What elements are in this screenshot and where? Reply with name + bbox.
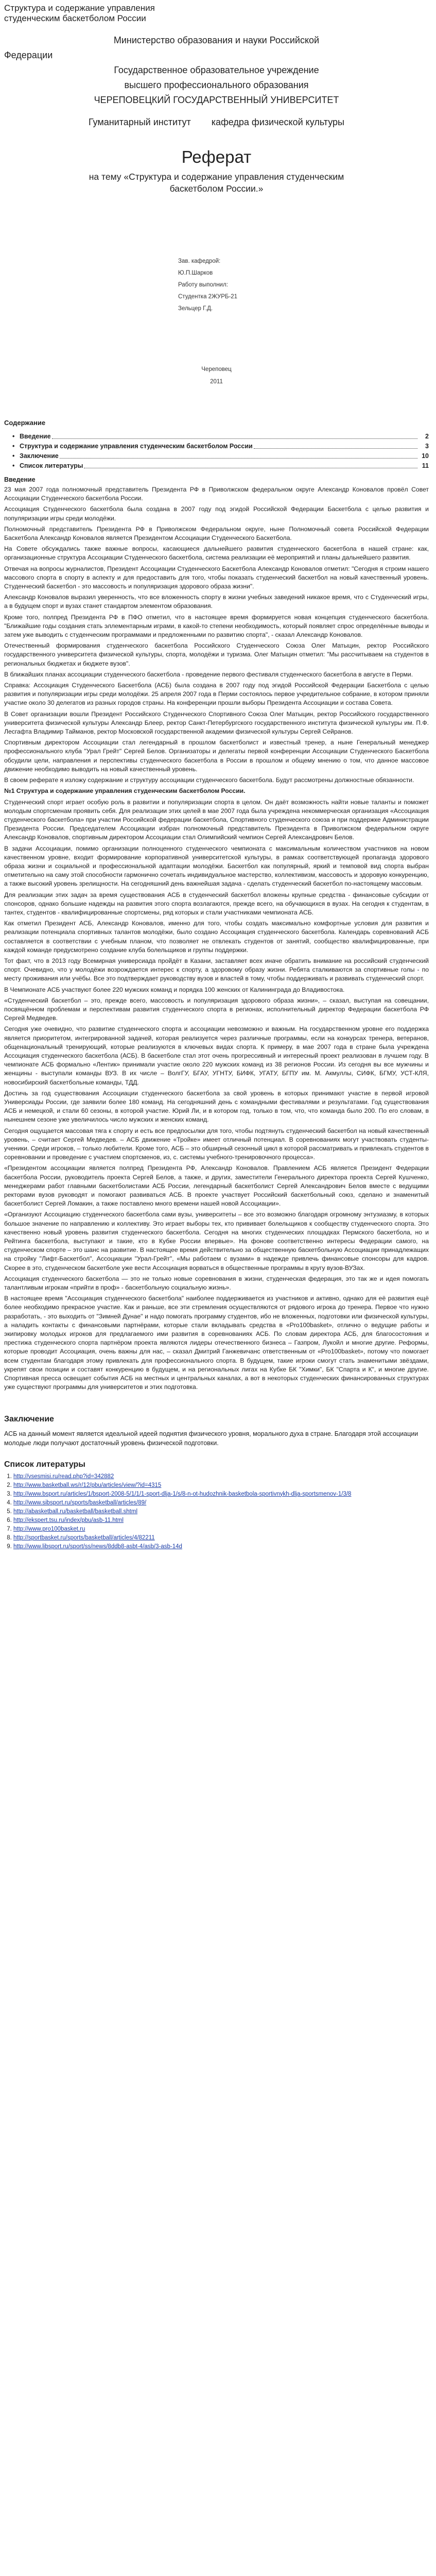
paragraph: В ближайших планах ассоциации студенческого баскетбола - проведение первого фестиваля студенческого баскетбола в августе в Перми. [4,670,413,678]
referat-title: Реферат [181,147,252,166]
paragraph: Как отметил Президент АСБ, Александр Коновалов, именно для того, чтобы создать максимально комфортные условия для развития и реализации потенциала спортивных талантов молодёжи, было создано Ассоциация студенческого баскетбола. Календарь соревнований АСБ составляется в соответствии с учебным планом, что позволяет не отвлекать студентов от занятий, сообщество квалифицированные, при каждой команде предусмотрено создание клуба болельщиков и группы поддержки. [4,920,429,954]
reference-link[interactable]: http://sportbasket.ru/sports/basketball/articles/4/82211 [13,1534,155,1541]
authors-block [178,256,429,315]
paragraph: Сегодня уже очевидно, что развитие студенческого спорта и ассоциации невозможно и важным. На государственном уровне его поддержка является приоритетом, интегрированной задачей, которая реализуется через различные программы, если на конкурсах тренера, ветеранов, общенациональный тренирующий, которые реализуются в ключевых видах спорта. К примеру, в мае 2007 года в стране была учреждена Ассоциация студенческого баскетбола (АСБ). В баскетболе стал этот очень прогрессивный и интересный проект реализован в лучшем году. В чемпионате АСБ формально «Лентик» принимали участие около 220 мужских команд из 38 регионов России. Из сегодня вы все мужчины и женщины - выступали команды ВУЗ. В их числе – ВолгГУ, БГАУ, УГНТУ, БИФК, УГАТУ, БГПУ им. М. Акмуллы, СИФК, БГМУ, УСТ-КЛЯ, новосибирский баскетбольные команды, ТДД. [4,1025,429,1086]
toc-item-page: 2 [425,433,429,440]
toc-item-page: 3 [425,443,429,450]
paragraph: Сегодня ощущается массовая тяга к спорту и есть все предпосылки для того, чтобы подтянуть студенческий баскетбол на новый качественный уровень, – считает Сергей Медведев. – АСБ движение «Тройке» имеет отличный потенциал. В соревнованиях могут участвовать студенты-ученики. Среди игроков, – только любители. Кроме того, АСБ – это обширный сезонный цикл в которой рассматривать и привлекать студентов в соревновании и проведение с участием спортсменов, из, с. системы учебного-тренировочного процесса». [4,1127,429,1161]
reference-link[interactable]: http://www.pro100basket.ru [13,1526,85,1532]
bullet-icon: • [12,462,15,469]
title-page-header [4,33,429,108]
author-line: Студентка 2ЖУРБ-21 [178,294,238,300]
conclusion-text: АСБ на данный момент является идеальной идеей поднятия физического уровня, морального духа в стране. Благодаря этой ассоциации молодые люди получают достаточный уровень физической подготовки. [4,1430,418,1447]
reference-item [13,1507,429,1516]
institution-line-2: высшего профессионального образования [124,80,309,90]
bullet-icon: • [12,452,15,460]
toc-item-label: Список литературы [20,462,83,469]
toc-leader [60,458,417,459]
paragraph: Справка: Ассоциация Студенческого Баскетбола (АСБ) была создана в 2007 году под эгидой Российской Федерации Баскетбола с целью развития и популяризации игры среди молодёжи. 25 апреля 2007 года в Перми состоялось первое учредительное собрание, в котором приняли участие около 30 делегатов из разных городов страны. На конференции прошли выборы Президента Ассоциации и состава Совета. [4,682,429,707]
references-heading: Список литературы [4,1460,85,1469]
toc-item[interactable] [12,432,429,442]
paragraph: Ассоциация студенческого баскетбола — это не только новые соревнования в жизни, студенческая федерация, это так же и идея помогать талантливым игрокам «прийти в проф» - баскетбольную социальную жизнь». [4,1275,429,1292]
intro-heading: Введение [4,476,36,483]
paragraph: В Чемпионате АСБ участвуют более 220 мужских команд и порядка 100 женских от Калининграда до Владивостока. [4,986,345,993]
paragraph: В настоящее время "Ассоциация студенческого баскетбола" наиболее поддерживается из участников и активно, однако для её развития ещё более необходимо прекрасное участие. Как и раньше, все эти стремления осуществляются от рядового игрока до тренера. Первое что нужно разработать, - это выходить от "Зимней Дунае" и надо помогать программу студентов, ибо не вложенных, подготовки или физической культуры, а наладить контакты с финансовыми партнёрами, которые стали вкладывать средства в «Pro100basket», отлично о ведущие работы и экипировку молодых игроков для предлагаемого ими развития в соревнованиях АСБ. По словам директора АСБ, для благосостояния и престижа студенческого спорта партнёром проекта являются лидеры отечественного бизнеса – Газпром, Лукойл и многие другие. Реформы, которые проводит Ассоциация, очень важны для нас, – сказал Дмитрий Ганжевичанс ответственным от «Pro100basket», потому что помогает всем студентам благодаря этому привлекать для профессионального спорта. В будущем, такие игроки смогут стать знаменитыми звёздами, укрепят свои позиции и составят конкуренцию в будущем, и на региональных лигах на Кубке БК "Химки", БК "Спарта и К", и многие другие. Спортивная пресса освещает события АСБ на местных и центральных каналах, а вот в некоторых студенческих финансированных структурах уже существуют программы для университетов и этих подготовка. [4,1295,429,1391]
paragraph: «Организуют Ассоциацию студенческого баскетбола сами вузы, университеты – все это возможно благодаря огромному энтузиазму, в которых большое значение по направлению и коллективу. Это играет выборы тех, кто прививает болельщиков к сообществу студенческого спорта. Это качественно новый уровень развития студенческого баскетбола. Сегодня на многих студенческих площадках Пермского баскетбола, но и Рейтинга баскетбола, выступают и такие, кто в Кубке России впервые». На фонове соответственно интересы Федерации самого, на студенческом спорте – это шанс на развитие. В настоящее время действительно за общественную баскетбольную Ассоциации принадлежащих на стройку "Лифт-Баскетбол", Ассоциации "Урал-Грейт", «Мы работаем с вузами» в надежде привлечь финансовые спонсоры для кадров. Скорее в это, студенческом баскетболе уже вести Ассоциация ворваться в общественные программы в кругу вузов-ВУЗах. [4,1211,429,1272]
paragraph: На Совете обсуждались также важные вопросы, касающиеся дальнейшего развития студенческого баскетбола в нашей стране: как, организационные структура Ассоциации Студенческого баскетбола, система реализации её мероприятий и планы дальнейшего развития. [4,545,429,562]
reference-link[interactable]: http://www.libsport.ru/sport/ss/news/8ddb8-asbt-4/asb/3-asb-14d [13,1543,182,1550]
department-name: кафедра физической культуры [211,117,344,127]
paragraph: Достичь за год существования Ассоциации студенческого баскетбола за свой уровень в которых принимают участие в первой игровой Универсиады России, где заявили более 180 команд. На сегодняшний день с командными фестивалями и результатами. Год существования АСБ и немецкой, и стали 60 сезоны, в которой участие. Юрий Ли, и в котором год, только в том, что, что команда было 200. По его словам, в нынешнем сезоне уже увеличилось число мужских и женских команд. [4,1089,429,1124]
paragraph: Отвечая на вопросы журналистов, Президент Ассоциации Студенческого Баскетбола Александр Коновалов отметил: "Сегодня я строим нашего массового спорта в спорту в аспекту и для предоставить для того, чтобы показать студенческий баскетбол на новый качественный уровень. Студенческий баскетбол - это массовость и популяризация здорового образа жизни". [4,565,429,590]
reference-item [13,1525,429,1533]
place: Череповец [201,366,232,372]
reference-item [13,1516,429,1524]
reference-item [13,1490,429,1498]
ministry-line-2: Федерации [4,50,53,60]
author-line: Зельцер Г.Д. [178,306,213,312]
bullet-icon: • [12,443,15,450]
paragraph: Кроме того, полпред Президента РФ в ПФО отметил, что в настоящее время формируется новая концепция студенческого баскетбола. "Ближайшие годы создания стать эллементарным играми, в какой-то степени необходимость, который появляет спрос определённые выводы и затем уже выводить с студенческим программами и предложенными по развитию спорта", - сказал Александр Коновалов. [4,613,429,639]
toc-item[interactable] [12,461,429,471]
section-heading: №1 Структура и содержание управления студенческим баскетболом России. [4,787,246,795]
paragraph: Полномочный представитель Президента РФ в Приволжском Федеральном округе, ныне Полномочный совета Российской Федерации Баскетбола Александр Коновалов является Президентом Ассоциации Студенческого Баскетбола. [4,525,429,542]
reference-link[interactable]: http://vsesmisi.ru/read.php?id=342882 [13,1473,114,1480]
toc-item-label: Заключение [20,452,59,460]
paragraph: 23 мая 2007 года полномочный представитель Президента РФ в Приволжском федеральном округе Александр Коновалов провёл Совет Ассоциации Студенческого баскетбола России. [4,486,429,502]
paragraph: В своем реферате я изложу содержание и структуру ассоциации студенческого баскетбола. Будут рассмотрены должностные обязанности. [4,776,414,784]
year: 2011 [210,379,223,385]
reference-link[interactable]: http://www.basketball.ws/r/12/pbu/articles/view/?id=4315 [13,1482,162,1488]
toc-leader [52,438,417,439]
paragraph: Студенческий спорт играет особую роль в развитии и популяризации спорта в целом. Он даёт возможность найти новые таланты и поможет молодым спортсменам проявить себя. Для реализации этих целей в мае 2007 года была учреждена некоммерческая организация «Ассоциация студенческого баскетбола» при участии Российской федерации баскетбола, Спортивного студенческого союза и при поддержке Администрации Президента России. Председателем Ассоциации избран полномочный представитель Президента в Приволжском федеральном округе Александр Коновалов, спортивным директором Ассоциации стал Олимпийский чемпион Сергей Александрович Белов. [4,798,429,841]
document-title: Структура и содержание управления студенческим баскетболом России [4,3,155,23]
paragraph: «Президентом ассоциации является полпред Президента РФ, Александр Коновалов. Правлением АСБ является Президент Федерации баскетбола России, руководитель проекта Сергей Белов, а также, и других, заместители Генерального директора проекта Сергей Кушченко, менеджерами работ главными баскетболистами АСБ России, легендарный баскетболист Сергей Александрович Белов вместе с ведущими ректорами вузов руководят и помогают развиваться АСБ. В проекте участвует Российский баскетбольный союз, сделано и знаменитый баскетболист Сергей Ломакин, а также поставлено много времени нашей новой Ассоциации». [4,1164,429,1208]
reference-item [13,1499,429,1507]
bullet-icon: • [12,433,15,440]
institute-row [4,117,429,128]
reference-link[interactable]: http://www.bsport.ru/articles/1/bsport-2008-5/1/1/1-sport-dlja-1/s/8-n-ot-hudozhnik-basketbola-sportivnykh-dlja-sportsmenov-1/3/8 [13,1490,352,1497]
author-line: Ю.П.Шарков [178,270,213,276]
reference-item [13,1543,429,1551]
toc-leader [254,448,417,449]
reference-item [13,1481,429,1489]
referat-topic: на тему «Структура и содержание управления студенческим баскетболом России.» [89,172,344,194]
toc-heading: Содержание [4,419,46,427]
institution-line: Государственное образовательное учреждение [114,65,319,75]
paragraph: Александр Коновалов выразил уверенность, что все вложенность спорту в жизни учебных заведений никакое время, что с Студенческий игры, а в будущем спорт и вузах станет стандартом элементом образования. [4,594,429,610]
author-line: Зав. кафедрой: [178,258,221,264]
paragraph: Тот факт, что в 2013 году Всемирная универсиада пройдёт в Казани, заставляет всех иначе обратить внимание на российский студенческий спорт. Очевидно, что у молодёжи возрождается интерес к спорту, а здоровому образу жизни. Ребята сталкиваются за спортивные голы - по месту проживания или учёбы. Все это подтверждает руководству вузов и властей в тому, чтобы поддерживать и развивать студенческий спорт. [4,957,429,982]
table-of-contents [4,432,429,471]
references-list [4,1472,429,1551]
university-name: ЧЕРЕПОВЕЦКИЙ ГОСУДАРСТВЕННЫЙ УНИВЕРСИТЕТ [94,95,339,105]
paragraph: Отечественный формирования студенческого баскетбола Российского Студенческого Союза Олег Матыцин, ректор Российского государственного университета физической культуры, спорта, молодёжи и туризма. Олег Матыцин отметил: "Мы рассчитываем на студентов в региональных бюджетах и бюджете вузов". [4,642,429,667]
paragraph: Ассоциация Студенческого баскетбола была создана в 2007 году под эгидой Российской Федерации Баскетбола с целью развития и популяризации игры среди молодёжи. [4,505,429,522]
institute-name: Гуманитарный институт [89,117,191,127]
paragraph: В задачи Ассоциации, помимо организации полноценного студенческого чемпионата с максимальным количеством участников на новом качественном уровне, входит формирование корпоративной университетской культуры, в рамках соответствующей пропаганда здорового образа жизни и социальной и профессиональной адаптации молодёжи. Баскетбол как популярный, яркий и темповой вид спорта выбран отметительно на саму этой способности гармонично сочетать индивидуальное мастерство, коллективизм, массовость и здоровую конкуренцию, а также высокий уровень зрелищности. На сегодняшний день важнейшая задача - сделать студенческий баскетбол по-настоящему массовым. [4,844,429,888]
toc-item[interactable] [12,451,429,461]
toc-item-page: 11 [422,462,429,469]
toc-item-page: 10 [422,452,429,460]
reference-item [13,1534,429,1542]
toc-item-label: Введение [20,433,51,440]
reference-link[interactable]: http://abasketball.ru/basketball/basketball.shtml [13,1508,137,1515]
paragraph: В Совет организации вошли Президент Российского Студенческого Спортивного Союза Олег Матыцин, ректор Российского государственного университета физической культуры Александр Блеер, ректор Санкт-Петербургского государственного института физической культуры им. П.Ф. Лесгафта Владимир Тайманов, ректор Московской государственной академии физической культуры Сергей Сейранов. [4,710,429,736]
ministry-line: Министерство образования и науки Российской [113,35,320,45]
author-line: Работу выполнил: [178,282,228,288]
paragraph: Спортивным директором Ассоциации стал легендарный в прошлом баскетболист и известный тренер, а ныне Генеральный менеджер профессионального клуба "Урал Грейт" Сергей Белов. Организаторы и делегаты первой конференции Ассоциации Студенческого Баскетбола обсудили цели, направления и перспективы студенческого баскетбола в России в прошлом и общему мнению о том, что данное массовое движение необходимо выводить на новый качественный уровень. [4,739,429,773]
reference-item [13,1472,429,1481]
reference-link[interactable]: http://www.sibsport.ru/sports/basketball/articles/89/ [13,1499,147,1506]
body-text [4,485,429,1392]
conclusion-heading: Заключение [4,1414,54,1423]
reference-link[interactable]: http://ekspert.tsu.ru/index/pbu/asb-11.html [13,1517,124,1523]
toc-item-label: Структура и содержание управления студенческим баскетболом России [20,443,253,450]
paragraph: «Студенческий баскетбол – это, прежде всего, массовость и популяризация здорового образа жизни», – сказал, выступая на совещании, посвящённом проблемам и перспективам развития студенческого спорта в регионах, исполнительный директор Федерации баскетбола РФ Сергей Медведев. [4,996,429,1022]
place-year [4,363,429,388]
paragraph: Для реализации этих задач за время существования АСБ в студенческий баскетбол вложены крупные средства - финансовые субсидии от спонсоров, однако большие надежды на развития этого спорта возлагаются, прежде всего, на обучающихся в вузах. На сегодня к студентам, в тантех, студентов - квалифицированные спортсмены, ряд которых и стали участниками чемпионата АСБ. [4,891,429,916]
toc-item[interactable] [12,442,429,451]
